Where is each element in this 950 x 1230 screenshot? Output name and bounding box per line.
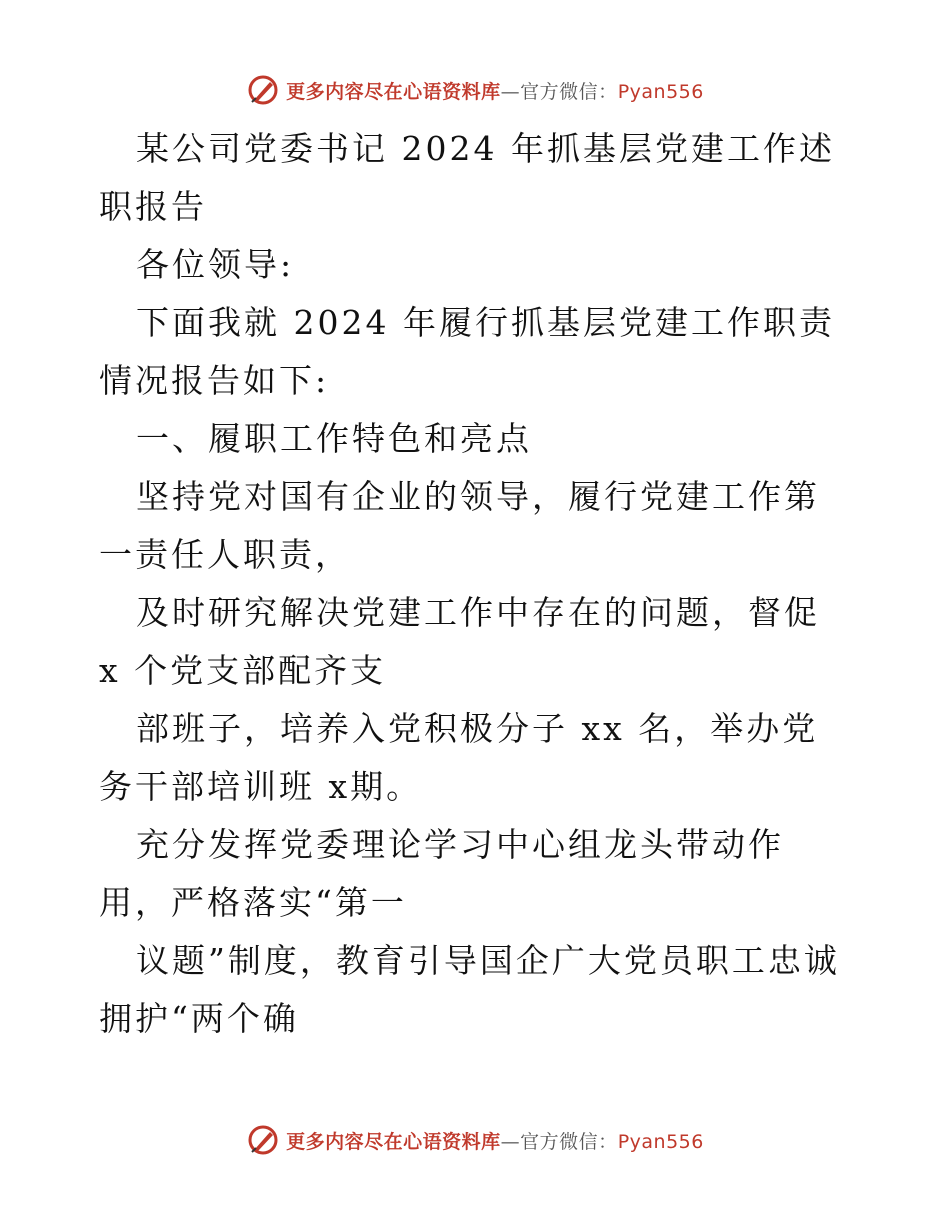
watermark-separator: — bbox=[500, 80, 521, 103]
document-body bbox=[99, 120, 854, 1048]
watermark-separator: — bbox=[500, 1130, 521, 1153]
watermark-label: 官方微信： bbox=[520, 1130, 618, 1153]
watermark-brand: 更多内容尽在心语资料库 bbox=[286, 1130, 501, 1153]
paragraph: 下面我就 2024 年履行抓基层党建工作职责情况报告如下: bbox=[99, 303, 835, 400]
watermark-id: Pyan556 bbox=[617, 80, 704, 103]
watermark-label: 官方微信： bbox=[520, 80, 618, 103]
document-greeting: 各位领导: bbox=[136, 245, 295, 284]
quill-pen-logo-icon bbox=[246, 1123, 280, 1157]
section-heading: 一、履职工作特色和亮点 bbox=[136, 419, 532, 458]
paragraph: 及时研究解决党建工作中存在的问题，督促 x 个党支部配齐支 bbox=[99, 593, 820, 690]
paragraph: 部班子，培养入党积极分子 xx 名，举办党务干部培训班 x期。 bbox=[99, 709, 819, 806]
document-title: 某公司党委书记 2024 年抓基层党建工作述职报告 bbox=[99, 129, 835, 226]
header-watermark bbox=[0, 70, 950, 110]
paragraph: 坚持党对国有企业的领导，履行党建工作第一责任人职责， bbox=[99, 477, 820, 574]
quill-pen-logo-icon bbox=[246, 73, 280, 107]
paragraph: 议题”制度，教育引导国企广大党员职工忠诚拥护“两个确 bbox=[99, 941, 840, 1038]
watermark-id: Pyan556 bbox=[617, 1130, 704, 1153]
watermark-brand: 更多内容尽在心语资料库 bbox=[286, 80, 501, 103]
paragraph: 充分发挥党委理论学习中心组龙头带动作用，严格落实“第一 bbox=[99, 825, 784, 922]
footer-watermark bbox=[0, 1120, 950, 1160]
